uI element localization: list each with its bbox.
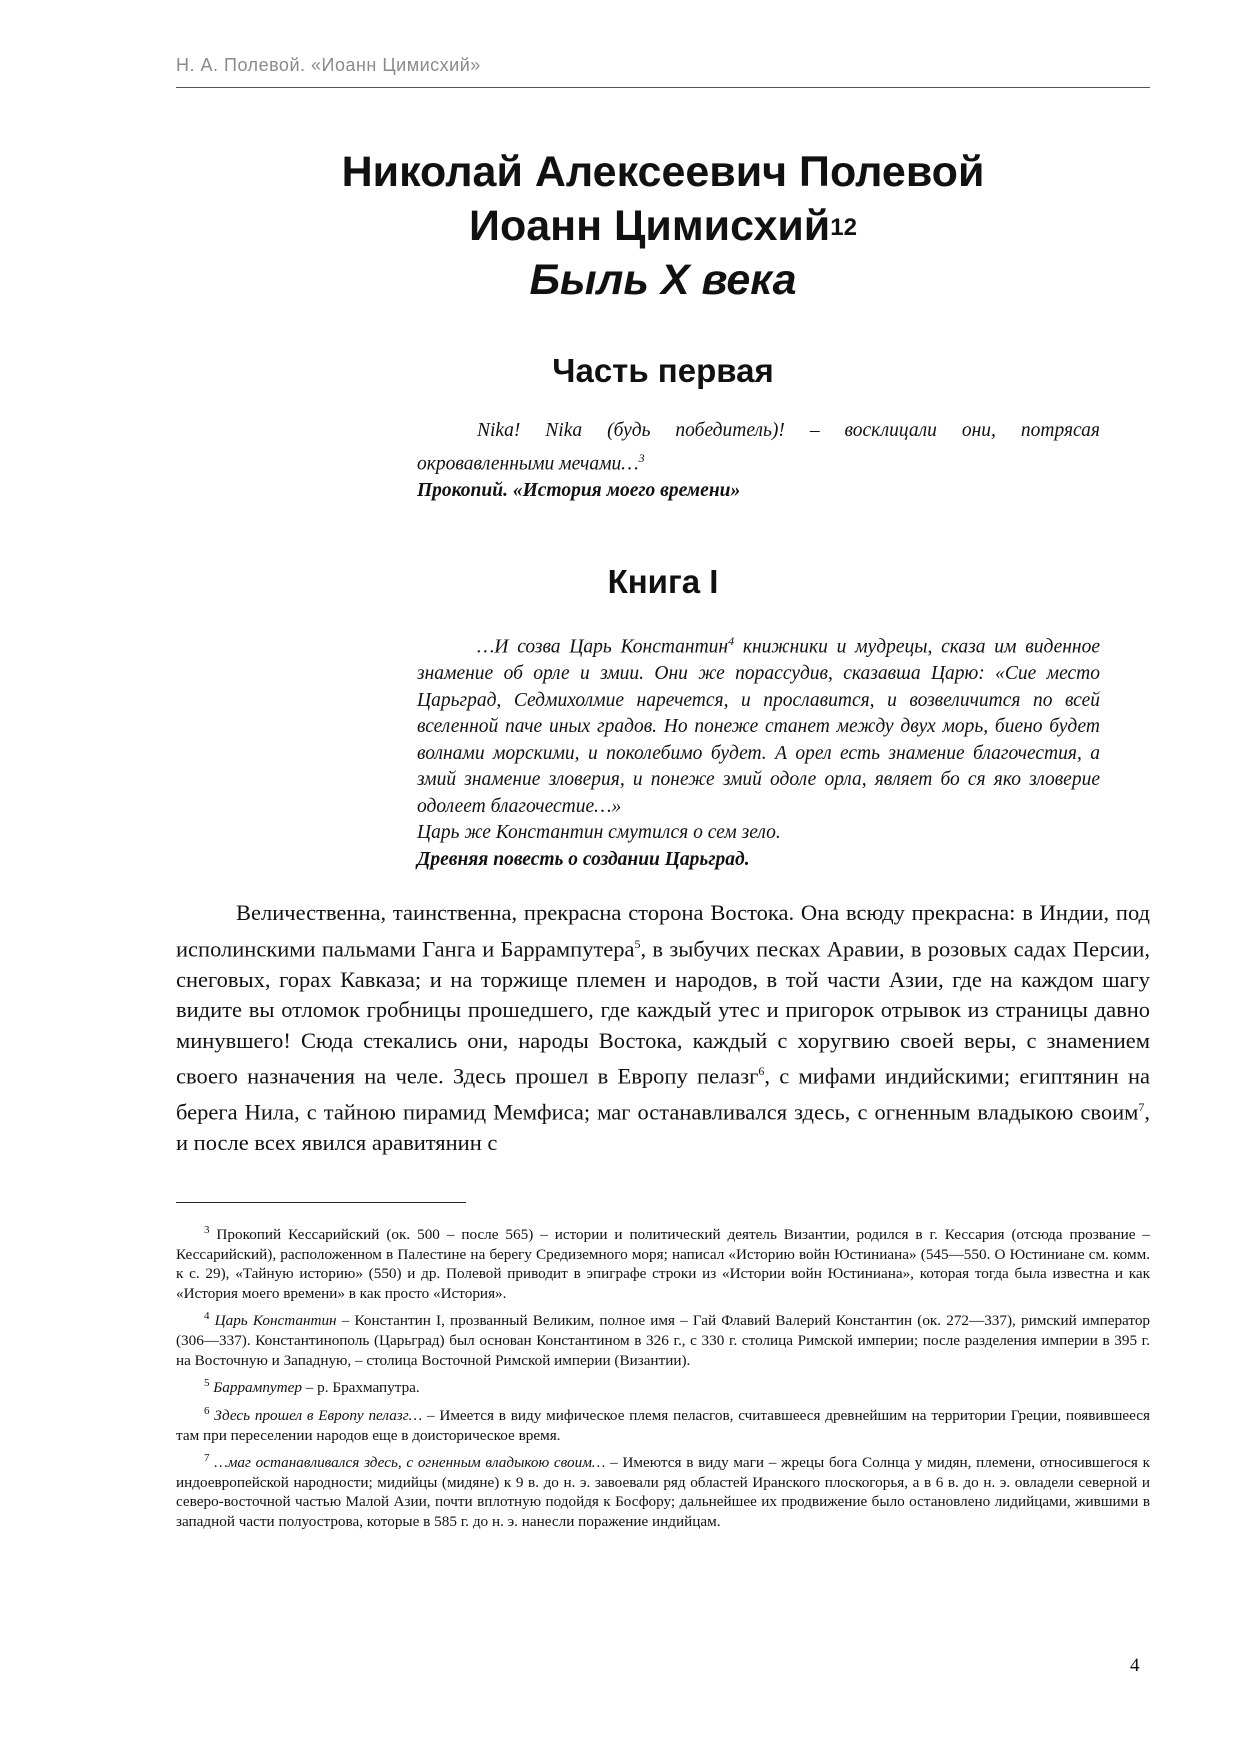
footnote-5-text: – р. Брахмапутра. [301,1379,420,1397]
footnote-ref-7: 7 [1138,1100,1145,1114]
epigraph-two-text-a: …И созва Царь Константин [477,636,729,658]
footnote-5 [176,1374,1150,1398]
epigraph-one-attribution: Прокопий. «История моего времени» [417,479,741,501]
footnote-ref-6: 6 [758,1064,765,1078]
epigraph-two [417,628,1100,873]
footnote-4-term: Царь Константин [209,1312,337,1330]
footnote-6 [176,1402,1150,1445]
footnote-5-term: Баррампутер [209,1379,302,1397]
epigraph-two-attribution: Древняя повесть о создании Царьград. [417,848,750,870]
epigraph-one-quote [417,418,1100,478]
epigraph-two-quote [417,628,1100,820]
body-segment-2: , в зыбучих песках Аравии, в розовых садах Персии, снеговых, горах Кавказа; и на торжище племен и народов, в той части Азии, где на каждом шагу видите вы отломок гробницы прошедшего, где каждый утес и пригорок отрывок из страницы давно минувшего! Сюда стекались они, народы Востока, каждый с хоругвию своей веры, с знамением своего назначения на челе. Здесь прошел в Европу пелазг [176,936,1150,1089]
footnote-3 [176,1221,1150,1303]
footnote-4-number: 4 [204,1310,210,1323]
footnote-7 [176,1449,1150,1531]
header-rule [176,87,1150,88]
body-text [176,898,1150,1159]
footnote-5-number: 5 [204,1377,210,1390]
epigraph-two-text-b: книжники и мудрецы, сказа им виденное знамение об орле и змии. Они же порассудив, сказавша Царю: «Сие место Царьград, Седмихолмие наречется, и прославится, и возвеличится по всей вселенной паче иных градов. Но понеже станет между двух морь, биено будет волнами морскими, и поколебимо будет. А орел есть знамение благочестия, а змий знамение зловерия, и понеже змий одоле орла, являет бо ся яко зловерие одолеет благочестие…» [417,636,1100,817]
title-block [176,145,1150,307]
body-paragraph [176,898,1150,1159]
footnote-7-number: 7 [204,1452,210,1465]
footnote-3-text: Прокопий Кессарийский (ок. 500 – после 565) – истории и политический деятель Византии, родился в г. Кессария (отсюда прозвание – Кессарийский), расположенном в Палестине на берегу Средиземного моря; написал «Историю войн Юстиниана» (545—550. О Юстиниане см. комм. к с. 29), «Тайную историю» (550) и др. Полевой приводит в эпиграфе строки из «Истории войн Юстиниана», которая тогда была известна и как «История моего времени» в как просто «История». [176,1226,1150,1302]
footnote-separator [176,1202,466,1203]
footnote-4 [176,1307,1150,1370]
footnote-6-text: – Имеется в виду мифическое племя пеласгов, считавшееся древнейшим на территории Греции, появившееся там при переселении народов еще в доисторическое время. [176,1407,1150,1444]
running-header: Н. А. Полевой. «Иоанн Цимисхий» [176,55,481,75]
body-segment-4: , и после всех явился аравитянин с [176,1099,1150,1155]
work-title [176,199,1150,253]
author-title: Николай Алексеевич Полевой [341,148,985,196]
footnote-7-text: – Имеются в виду маги – жрецы бога Солнца у мидян, племени, относившегося к индоевропейской народности; мидийцы (мидяне) к 9 в. до н. э. завоевали ряд областей Иранского плоскогорья, а в 6 в. до н. э. овладели северной и северо-восточной частью Малой Азии, почти вплотную подойдя к Босфору; дальнейшее их продвижение было остановлено лидийцами, жившими в западной части полуострова, которые в 585 г. до н. э. нанесли поражение индийцам. [176,1454,1150,1531]
footnote-ref-3: 3 [638,450,645,465]
footnote-6-number: 6 [204,1404,210,1417]
work-title-footnote-ref: 12 [830,214,857,241]
footnote-3-number: 3 [204,1224,210,1236]
footnote-4-text: – Константин I, прозванный Великим, полное имя – Гай Флавий Валерий Константин (ок. 272—337), римский император (306—337). Константинополь (Царьград) был основан Константином в 326 г., с 330 г. столица Римской империи; после разделения империи в 395 г. на Восточную и Западную, – столица Восточной Римской империи (Византии). [176,1312,1151,1369]
epigraph-two-closing-line: Царь же Константин смутился о сем зело. [417,822,781,843]
body-segment-1: Величественна, таинственна, прекрасна сторона Востока. Она всюду прекрасна: в Индии, под исполинскими пальмами Ганга и Баррампутера [176,900,1150,961]
footnote-ref-5: 5 [634,936,641,951]
footnote-6-term: Здесь прошел в Европу пелазг… [209,1407,423,1424]
page-number: 4 [1130,1655,1140,1676]
part-heading: Часть первая [552,352,774,389]
footnote-ref-4: 4 [728,634,735,648]
book-heading: Книга I [607,563,719,600]
epigraph-one-text: Nika! Nika (будь победитель)! – восклицали они, потрясая окровавленными мечами… [417,420,1100,474]
footnotes [176,1221,1150,1536]
work-title-text: Иоанн Цимисхий [469,202,831,250]
footnote-7-term: …маг останавливался здесь, с огненным владыкою своим… [209,1454,606,1472]
body-segment-3: , с мифами индийскими; египтянин на берега Нила, с тайною пирамид Мемфиса; маг останавливался здесь, с огненным владыкою своим [176,1063,1150,1125]
work-subtitle: Быль X века [529,256,797,304]
epigraph-one [417,418,1100,504]
